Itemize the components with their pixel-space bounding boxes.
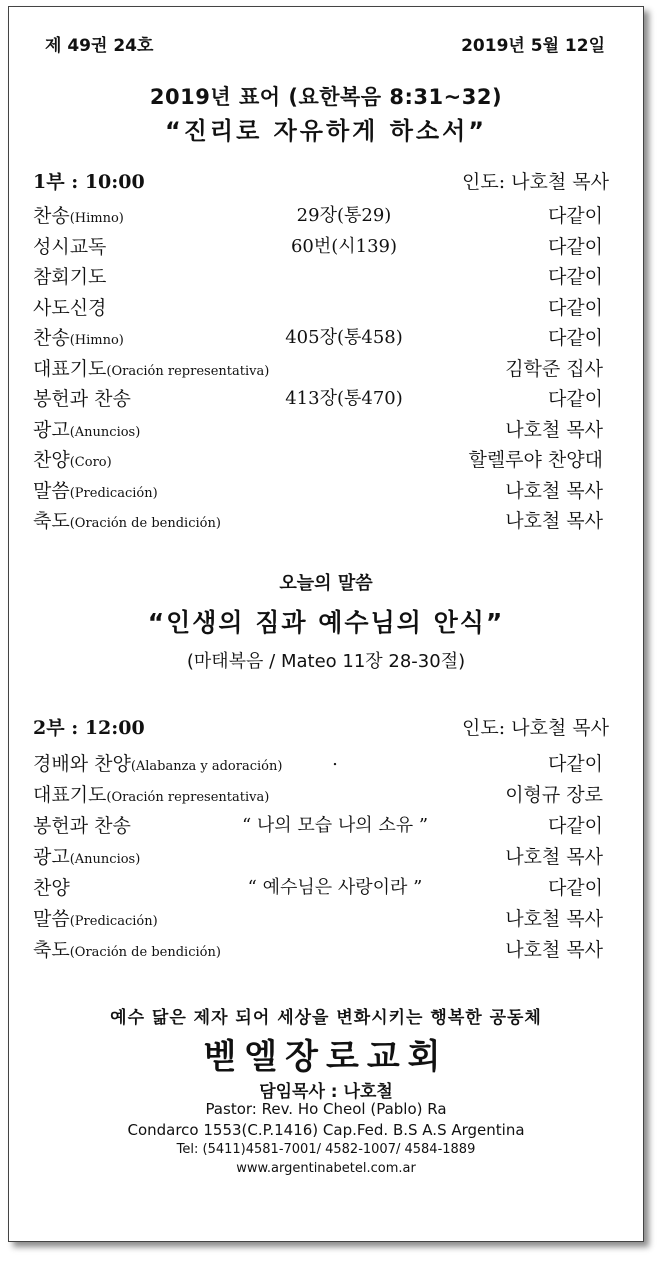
order-item-leader: 다같이 [547, 235, 603, 258]
order-item-title: 찬송 [33, 205, 70, 227]
order-item-name [33, 476, 158, 503]
order-item-name [33, 780, 269, 807]
order-item-leader: 나호철 목사 [505, 908, 603, 930]
order-item [9, 232, 643, 262]
order-item-subtitle: (Oración representativa) [106, 790, 270, 805]
order-item [9, 780, 643, 810]
order-item-detail: 405장(통458) [285, 327, 403, 348]
church-website[interactable]: www.argentinabetel.com.ar [236, 1161, 416, 1176]
order-item [9, 262, 643, 292]
order-item-subtitle: (Alabanza y adoración) [130, 759, 283, 774]
order-item-leader: 다같이 [547, 296, 603, 319]
order-item-title: 사도신경 [33, 296, 107, 319]
order-item-name [33, 445, 112, 472]
order-item [9, 749, 643, 779]
order-item [9, 904, 643, 934]
order-item-leader: 다같이 [547, 388, 603, 410]
order-item-leader: 다같이 [547, 266, 603, 288]
order-item-name [33, 415, 140, 442]
order-item-leader: 다같이 [547, 815, 603, 837]
order-item [9, 201, 643, 231]
order-item-title: 대표기도 [33, 784, 107, 806]
order-item [9, 445, 643, 475]
order-item-title: 경배와 찬양 [33, 753, 131, 775]
service2-leader: 인도: 나호철 목사 [462, 717, 609, 739]
order-item-detail: 413장(통470) [285, 388, 403, 409]
order-item-name [33, 873, 70, 900]
order-item-name [33, 262, 106, 289]
order-item-name [33, 904, 158, 931]
service2-title: 2부 : 12:00 [33, 717, 145, 739]
year-motto-title: 2019년 표어 (요한복음 8:31~32) [149, 85, 503, 109]
order-item-title: 축도 [33, 510, 70, 532]
order-item-subtitle: (Oración de bendición) [69, 516, 221, 531]
church-phone: Tel: (5411)4581-7001/ 4582-1007/ 4584-1889 [176, 1142, 476, 1157]
volume-issue: 제 49권 24호 [45, 36, 154, 56]
order-item-leader: 다같이 [547, 753, 603, 775]
order-item-subtitle: (Himno) [69, 211, 124, 226]
order-item-subtitle: (Predicación) [69, 914, 158, 929]
order-item-name [33, 384, 131, 411]
order-item-detail: 29장(통29) [296, 205, 392, 226]
order-item-title: 광고 [33, 846, 70, 868]
order-item-leader: 김학준 집사 [505, 357, 603, 380]
order-item-leader: 이형규 장로 [505, 784, 603, 806]
order-item-name [33, 232, 106, 259]
sermon-title: “인생의 짐과 예수님의 안식” [147, 608, 505, 637]
order-item-name [33, 293, 106, 320]
order-item [9, 323, 643, 353]
order-item-leader: 다같이 [547, 327, 603, 349]
order-item-detail: “ 나의 모습 나의 소유 ” [241, 815, 429, 836]
order-item-title: 찬송 [33, 327, 70, 349]
order-item [9, 293, 643, 323]
bulletin-page [8, 6, 644, 1242]
order-item-title: 대표기도 [33, 357, 107, 380]
order-item [9, 415, 643, 445]
order-item-detail: . [332, 749, 338, 770]
order-item-title: 찬양 [33, 877, 70, 899]
bulletin-date: 2019년 5월 12일 [461, 36, 605, 56]
order-item-leader: 나호철 목사 [505, 418, 603, 441]
service1-title: 1부 : 10:00 [33, 171, 145, 193]
order-item [9, 842, 643, 872]
order-item-name [33, 842, 140, 869]
order-item [9, 811, 643, 841]
order-item [9, 873, 643, 903]
order-item-subtitle: (Oración de bendición) [69, 945, 221, 960]
order-item-detail: “ 예수님은 사랑이라 ” [247, 877, 423, 898]
order-item-leader: 할렐루야 찬양대 [468, 449, 603, 471]
order-item [9, 384, 643, 414]
order-item-name [33, 749, 282, 776]
senior-pastor-en: Pastor: Rev. Ho Cheol (Pablo) Ra [205, 1100, 447, 1118]
order-item [9, 935, 643, 965]
scripture-reference: (마태복음 / Mateo 11장 28-30절) [186, 651, 466, 672]
order-item [9, 506, 643, 536]
order-item-title: 봉헌과 찬송 [33, 388, 131, 410]
order-item-title: 참회기도 [33, 266, 107, 288]
senior-pastor-kr: 담임목사 : 나호철 [259, 1082, 393, 1102]
order-item-subtitle: (Oración representativa) [106, 363, 270, 379]
order-item-title: 말씀 [33, 479, 70, 502]
order-item-leader: 다같이 [547, 877, 603, 899]
order-item-detail: 60번(시139) [290, 235, 398, 257]
order-item-name [33, 323, 124, 350]
order-item-subtitle: (Predicación) [69, 485, 158, 501]
order-item-title: 축도 [33, 939, 70, 961]
order-item-name [33, 354, 269, 381]
order-item-name [33, 506, 221, 533]
order-item-subtitle: (Anuncios) [69, 424, 141, 440]
order-item-leader: 다같이 [547, 205, 603, 227]
year-motto-text: “진리로 자유하게 하소서” [164, 117, 488, 145]
order-item-name [33, 811, 131, 838]
order-item-leader: 나호철 목사 [505, 846, 603, 868]
order-item-name [33, 201, 124, 228]
order-item-title: 광고 [33, 418, 70, 441]
order-item-leader: 나호철 목사 [505, 479, 603, 502]
order-item [9, 354, 643, 384]
church-name: 벧엘장로교회 [203, 1037, 449, 1077]
service1-leader: 인도: 나호철 목사 [462, 171, 609, 193]
order-item-subtitle: (Himno) [69, 333, 124, 348]
todays-word-label: 오늘의 말씀 [279, 573, 373, 594]
order-item-title: 말씀 [33, 908, 70, 930]
order-item-title: 봉헌과 찬송 [33, 815, 131, 837]
order-item [9, 476, 643, 506]
church-address: Condarco 1553(C.P.1416) Cap.Fed. B.S A.S Argentina [127, 1121, 525, 1139]
church-vision: 예수 닮은 제자 되어 세상을 변화시키는 행복한 공동체 [110, 1008, 542, 1028]
order-item-name [33, 935, 221, 962]
order-item-subtitle: (Anuncios) [69, 852, 141, 867]
order-item-subtitle: (Coro) [69, 455, 112, 470]
order-item-leader: 나호철 목사 [505, 510, 603, 532]
order-item-title: 찬양 [33, 449, 70, 471]
order-item-leader: 나호철 목사 [505, 939, 603, 961]
order-item-title: 성시교독 [33, 235, 107, 258]
